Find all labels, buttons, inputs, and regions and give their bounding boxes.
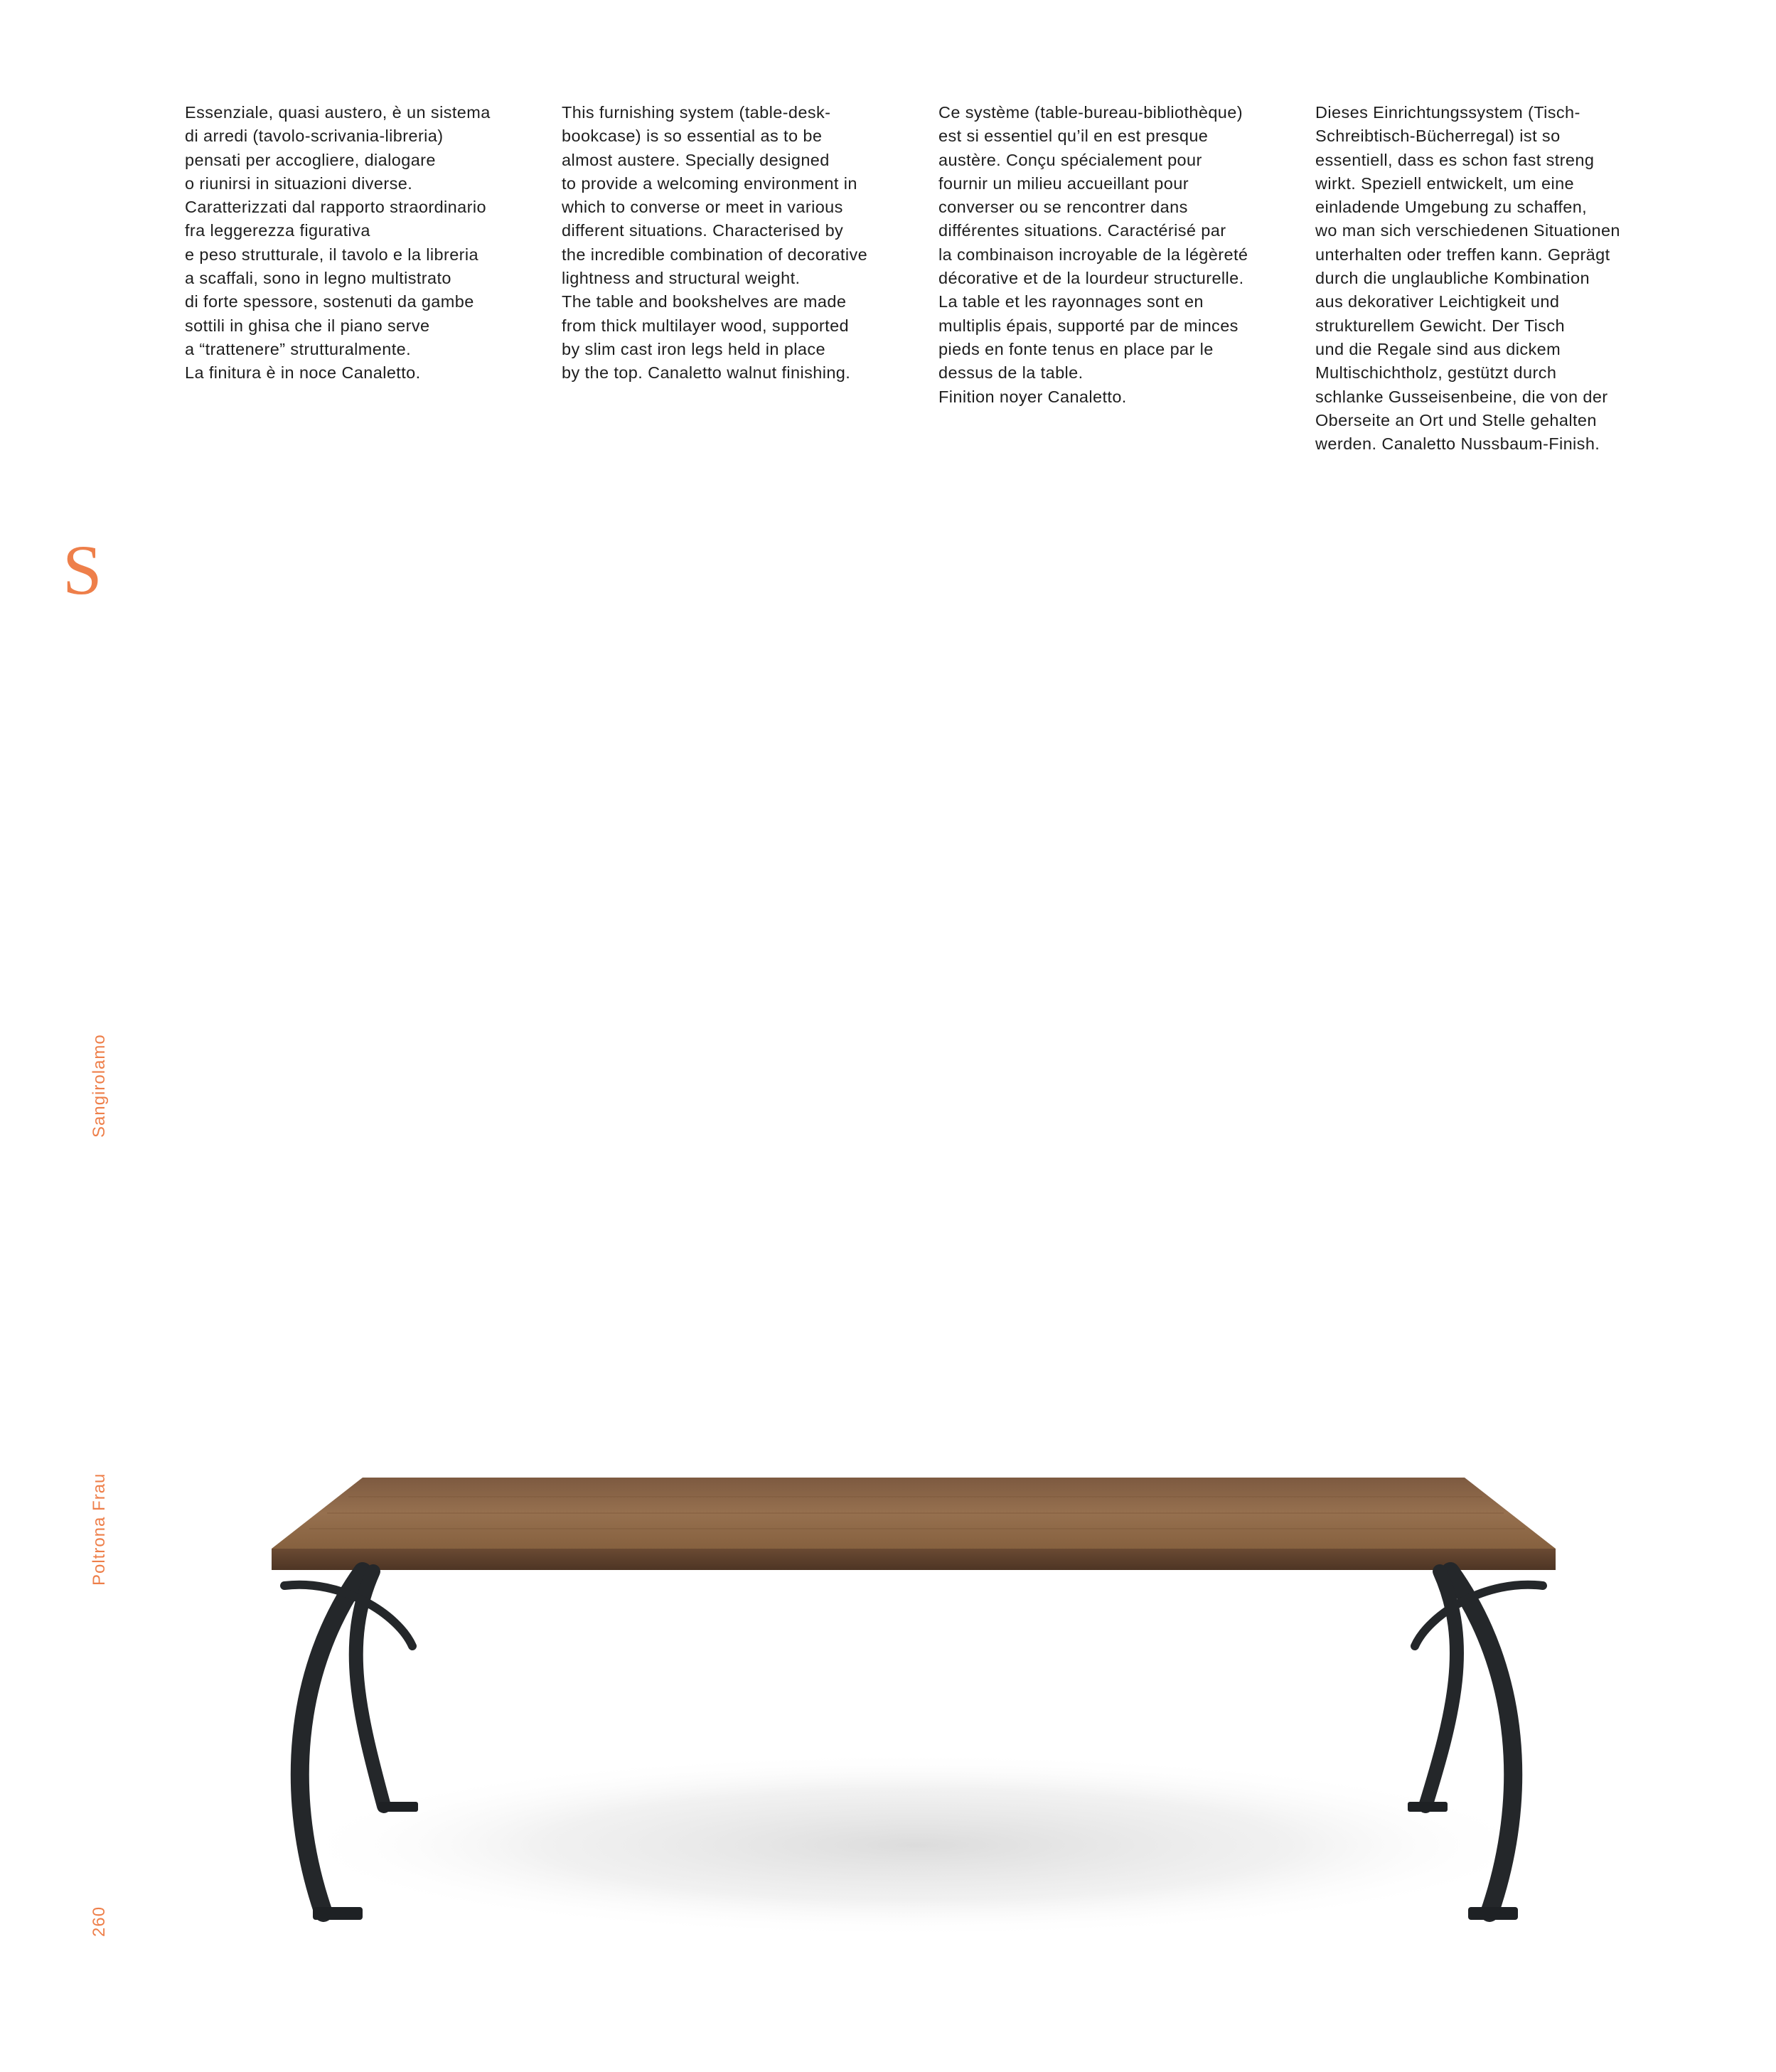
text-line: lightness and structural weight. — [562, 269, 801, 288]
text-line: bookcase) is so essential as to be — [562, 127, 823, 146]
text-line: dessus de la table. — [938, 363, 1084, 383]
text-line: the incredible combination of decorative — [562, 245, 868, 264]
text-line: fournir un milieu accueillant pour — [938, 173, 1189, 193]
text-line: décorative et de la lourdeur structurelle. — [938, 269, 1244, 288]
description-german — [1315, 101, 1671, 456]
text-line: Caratterizzati dal rapporto straordinario — [185, 198, 486, 217]
section-initial: S — [63, 530, 102, 609]
text-line: Oberseite an Ort und Stelle gehalten — [1315, 410, 1597, 429]
text-line: fra leggerezza figurativa — [185, 221, 370, 240]
text-line: strukturellem Gewicht. Der Tisch — [1315, 316, 1566, 335]
text-line: to provide a welcoming environment in — [562, 173, 857, 193]
text-line: unterhalten oder treffen kann. Geprägt — [1315, 245, 1610, 264]
text-line: a “trattenere” strutturalmente. — [185, 339, 412, 358]
text-line: est si essentiel qu’il en est presque — [938, 127, 1209, 146]
description-english — [562, 101, 917, 385]
text-line: a scaffali, sono in legno multistrato — [185, 269, 451, 288]
text-line: di arredi (tavolo-scrivania-libreria) — [185, 127, 444, 146]
text-line: Dieses Einrichtungssystem (Tisch- — [1315, 103, 1580, 122]
text-line: La table et les rayonnages sont en — [938, 292, 1204, 311]
text-line: sottili in ghisa che il piano serve — [185, 316, 430, 335]
text-line: almost austere. Specially designed — [562, 150, 830, 169]
text-line: Ce système (table-bureau-bibliothèque) — [938, 103, 1243, 122]
text-line: wo man sich verschiedenen Situationen — [1315, 221, 1620, 240]
text-line: werden. Canaletto Nussbaum-Finish. — [1315, 434, 1600, 454]
text-line: di forte spessore, sostenuti da gambe — [185, 292, 474, 311]
text-line: Essenziale, quasi austero, è un sistema — [185, 103, 491, 122]
text-line: by slim cast iron legs held in place — [562, 339, 825, 358]
text-line: schlanke Gusseisenbeine, die von der — [1315, 387, 1608, 406]
text-line: by the top. Canaletto walnut finishing. — [562, 363, 851, 383]
brand-name: Poltrona Frau — [90, 1473, 109, 1586]
text-line: pensati per accogliere, dialogare — [185, 150, 436, 169]
text-line: essentiell, dass es schon fast streng — [1315, 150, 1595, 169]
text-line: different situations. Characterised by — [562, 221, 844, 240]
description-italian — [185, 101, 540, 385]
text-line: multiplis épais, supporté par de minces — [938, 316, 1239, 335]
text-line: Finition noyer Canaletto. — [938, 387, 1127, 406]
text-line: from thick multilayer wood, supported — [562, 316, 850, 335]
text-line: pieds en fonte tenus en place par le — [938, 339, 1214, 358]
text-line: und die Regale sind aus dickem — [1315, 339, 1561, 358]
product-photo — [242, 1458, 1593, 2012]
product-name: Sangirolamo — [90, 1034, 109, 1138]
text-line: The table and bookshelves are made — [562, 292, 847, 311]
text-line: converser ou se rencontrer dans — [938, 198, 1188, 217]
text-line: which to converse or meet in various — [562, 198, 843, 217]
description-french — [938, 101, 1294, 409]
text-line: Schreibtisch-Bücherregal) ist so — [1315, 127, 1561, 146]
text-line: différentes situations. Caractérisé par — [938, 221, 1226, 240]
text-line: La finitura è in noce Canaletto. — [185, 363, 421, 383]
text-line: wirkt. Speziell entwickelt, um eine — [1315, 173, 1575, 193]
text-line: austère. Conçu spécialement pour — [938, 150, 1202, 169]
text-line: Multischichtholz, gestützt durch — [1315, 363, 1557, 383]
table-icon — [242, 1458, 1593, 2012]
text-line: einladende Umgebung zu schaffen, — [1315, 198, 1588, 217]
text-line: aus dekorativer Leichtigkeit und — [1315, 292, 1560, 311]
text-line: This furnishing system (table-desk- — [562, 103, 831, 122]
text-line: e peso strutturale, il tavolo e la libreria — [185, 245, 478, 264]
text-line: la combinaison incroyable de la légèreté — [938, 245, 1248, 264]
floor-shadow — [291, 1753, 1543, 1938]
text-line: durch die unglaubliche Kombination — [1315, 269, 1590, 288]
text-line: o riunirsi in situazioni diverse. — [185, 173, 413, 193]
page-number: 260 — [90, 1906, 109, 1937]
table-top-edge — [272, 1549, 1556, 1570]
